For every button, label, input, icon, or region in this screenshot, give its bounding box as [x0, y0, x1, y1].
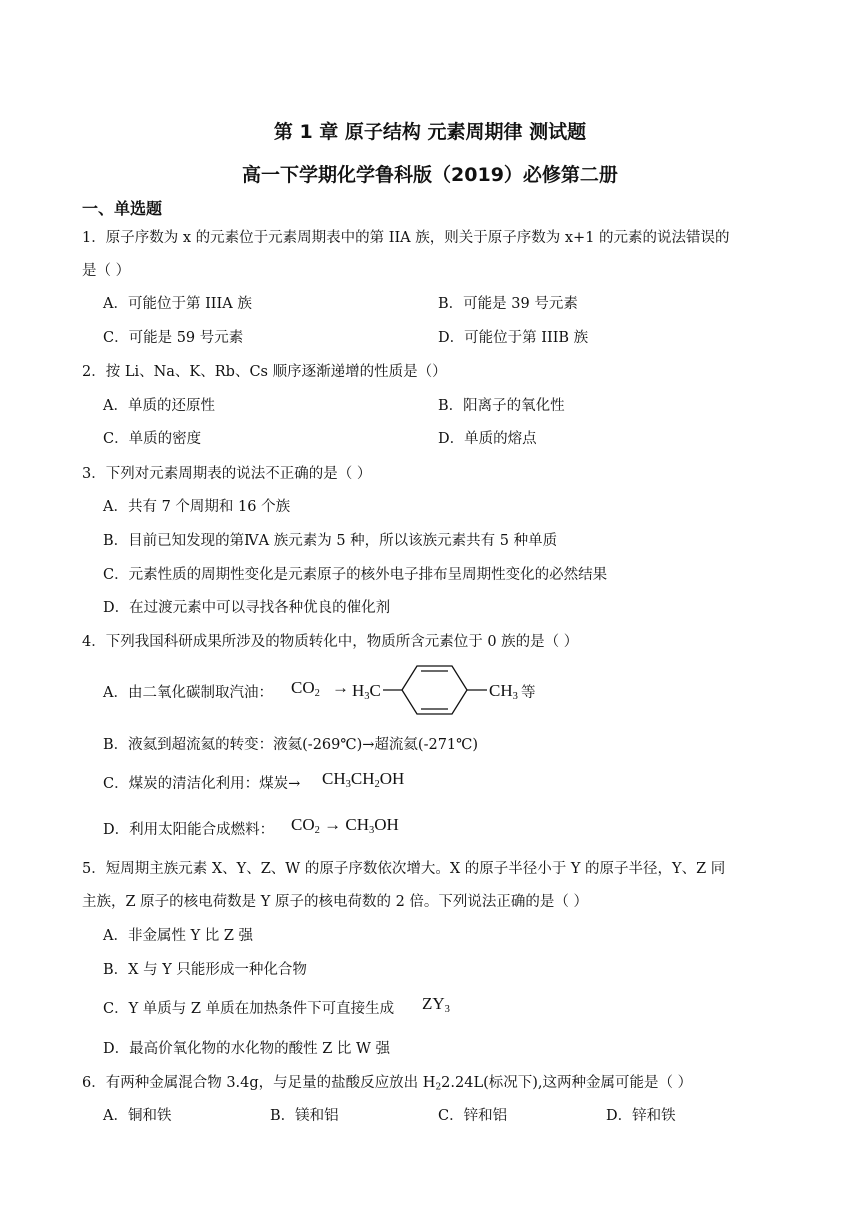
q2-option-c: C．单质的密度 — [103, 431, 202, 447]
question-2-stem: 2．按 Li、Na、K、Rb、Cs 顺序逐渐递增的性质是（） — [82, 364, 447, 380]
q2-option-a: A．单质的还原性 — [103, 398, 215, 414]
q1-option-d: D．可能位于第 IIIB 族 — [438, 330, 589, 346]
q5-option-b: B．X 与 Y 只能形成一种化合物 — [103, 962, 307, 978]
q2-option-d: D．单质的熔点 — [438, 431, 537, 447]
q5-option-a: A．非金属性 Y 比 Z 强 — [103, 928, 254, 944]
page-subtitle: 高一下学期化学鲁科版（2019）必修第二册 — [242, 164, 618, 186]
q6-option-b: B．镁和铝 — [270, 1108, 339, 1124]
q4-option-a-methyl-right: $CH_3$ — [489, 681, 518, 702]
q6-option-d: D．锌和铁 — [606, 1108, 676, 1124]
q3-option-c: C．元素性质的周期性变化是元素原子的核外电子排布呈周期性变化的必然结果 — [103, 567, 608, 583]
q6-option-a: A．铜和铁 — [103, 1108, 172, 1124]
q4-option-a-tail: 等 — [521, 685, 536, 701]
section-heading: 一、单选题 — [82, 199, 163, 218]
q1-option-a: A．可能位于第 IIIA 族 — [103, 296, 252, 312]
benzene-ring-structure — [383, 660, 491, 720]
page-title: 第 1 章 原子结构 元素周期律 测试题 — [273, 121, 587, 143]
question-6-stem: 6．有两种金属混合物 3.4g，与足量的盐酸反应放出 $H_22.24L$(标况下),这两种金属可能是（ ） — [82, 1075, 693, 1093]
q4-option-c-formula: $CH_3CH_2OH$ — [322, 769, 405, 790]
q4-option-a-arrow: → — [332, 678, 349, 697]
q1-option-b: B．可能是 39 号元素 — [438, 296, 578, 312]
question-5-stem-cont: 主族，Z 原子的核电荷数是 Y 原子的核电荷数的 2 倍。下列说法正确的是（ ） — [82, 894, 589, 910]
q5-option-c-formula: $ZY_3$ — [422, 994, 450, 1015]
question-1-stem-cont: 是（ ） — [82, 263, 131, 279]
q4-option-b: B．液氦到超流氦的转变：液氦(-269℃)→超流氦(-271℃) — [103, 737, 479, 753]
q4-option-a-text: A．由二氧化碳制取汽油： — [103, 685, 273, 701]
q4-option-a-reactant: $CO_2$ — [291, 678, 320, 699]
q2-option-b: B．阳离子的氧化性 — [438, 398, 565, 414]
q4-option-a-methyl-left: $H_3C$ — [352, 681, 381, 702]
question-3-stem: 3．下列对元素周期表的说法不正确的是（ ） — [82, 466, 372, 482]
question-4-stem: 4．下列我国科研成果所涉及的物质转化中，物质所含元素位于 0 族的是（ ） — [82, 634, 579, 650]
q4-option-d-text: D．利用太阳能合成燃料： — [103, 822, 275, 838]
q3-option-a: A．共有 7 个周期和 16 个族 — [103, 499, 291, 515]
q6-option-c: C．锌和铝 — [438, 1108, 508, 1124]
question-1-stem: 1．原子序数为 x 的元素位于元素周期表中的第 IIA 族，则关于原子序数为 x+1 的元素的说法错误的 — [82, 230, 730, 246]
q3-option-d: D．在过渡元素中可以寻找各种优良的催化剂 — [103, 600, 391, 616]
q4-option-d-formula: $CO_2 \to CH_3OH$ — [291, 815, 399, 836]
q3-option-b: B．目前已知发现的第ⅣA 族元素为 5 种，所以该族元素共有 5 种单质 — [103, 533, 558, 549]
question-5-stem: 5．短周期主族元素 X、Y、Z、W 的原子序数依次增大。X 的原子半径小于 Y 的原子半径，Y、Z 同 — [82, 861, 726, 877]
q1-option-c: C．可能是 59 号元素 — [103, 330, 244, 346]
q5-option-d: D．最高价氧化物的水化物的酸性 Z 比 W 强 — [103, 1041, 391, 1057]
q5-option-c-text: C．Y 单质与 Z 单质在加热条件下可直接生成 — [103, 1001, 395, 1017]
q4-option-c-text: C．煤炭的清洁化利用：煤炭→ — [103, 776, 301, 792]
